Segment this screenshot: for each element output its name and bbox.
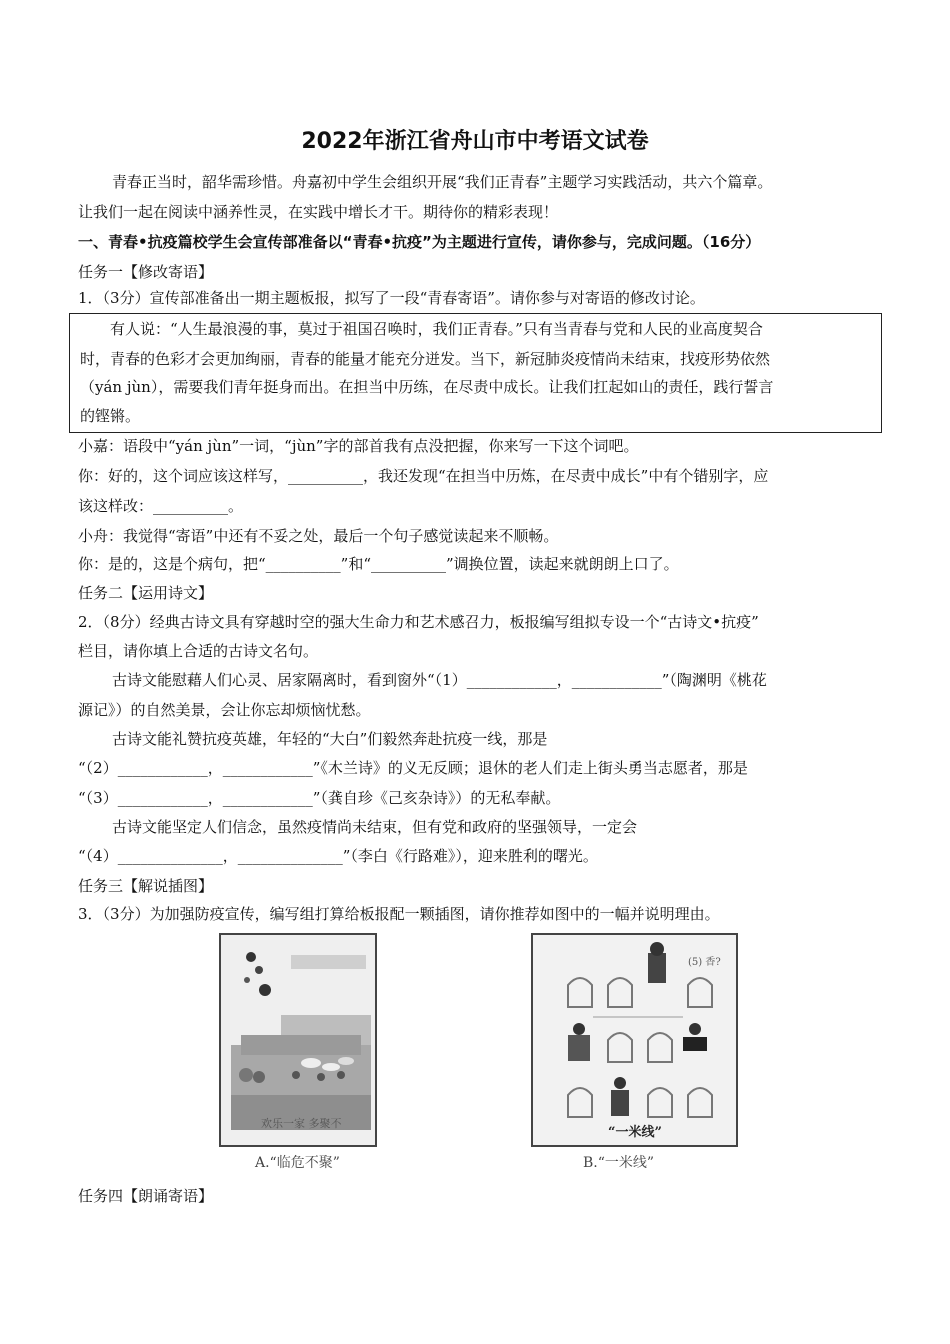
intro-line-1: 青春正当时，韶华需珍惜。舟嘉初中学生会组织开展“我们正青春”主题学习实践活动，共六个篇章。 <box>112 173 773 191</box>
message-line-4: 的铿锵。 <box>80 407 141 425</box>
illustration-a-drawing <box>221 935 375 1145</box>
page-title: 2022年浙江省舟山市中考语文试卷 <box>301 129 649 154</box>
message-line-2: 时，青春的色彩才会更加绚丽，青春的能量才能充分迸发。当下，新冠肺炎疫情尚未结束，找疫形势依然 <box>80 350 771 368</box>
poem-line-7: “（4）______________，______________”（李白《行路难》），迎来胜利的曙光。 <box>78 847 598 865</box>
task-2-heading: 任务二【运用诗文】 <box>78 584 214 602</box>
task-4-heading: 任务四【朗诵寄语】 <box>78 1187 214 1205</box>
question-1: 1．（3分）宣传部准备出一期主题板报，拟写了一段“青春寄语”。请你参与对寄语的修改讨论。 <box>78 289 705 307</box>
task-1-heading: 任务一【修改寄语】 <box>78 263 214 281</box>
poem-line-5: “（3）____________，____________”（龚自珍《己亥杂诗》）的无私奉献。 <box>78 789 561 807</box>
intro-line-2: 让我们一起在阅读中涵养性灵，在实践中增长才干。期待你的精彩表现！ <box>78 203 559 221</box>
illustration-a-caption: A.“临危不聚” <box>255 1155 340 1171</box>
illustration-a-sign: 欢乐一家 多聚不 <box>261 1117 342 1130</box>
task-3-heading: 任务三【解说插图】 <box>78 877 214 895</box>
dialog-line-3: 该这样改：__________。 <box>78 497 244 515</box>
illustration-b-tag: (5) 香? <box>688 957 721 968</box>
illustration-a <box>219 933 377 1147</box>
message-box <box>69 313 882 433</box>
dialog-line-4: 小舟：我觉得“寄语”中还有不妥之处，最后一个句子感觉读起来不顺畅。 <box>78 527 559 545</box>
poem-line-4: “（2）____________，____________”《木兰诗》的义无反顾；退休的老人们走上街头勇当志愿者，那是 <box>78 759 748 777</box>
illustration-b-banner: “一米线” <box>608 1125 662 1140</box>
message-line-1: 有人说：“人生最浪漫的事，莫过于祖国召唤时，我们正青春。”只有当青春与党和人民的业高度契合 <box>110 320 763 338</box>
illustration-b-caption: B.“一米线” <box>583 1155 655 1171</box>
section-heading: 一、青春•抗疫篇校学生会宣传部准备以“青春•抗疫”为主题进行宣传，请你参与，完成问题。（16分） <box>78 233 761 251</box>
question-2-line-1: 2．（8分）经典古诗文具有穿越时空的强大生命力和艺术感召力，板报编写组拟专设一个“古诗文•抗疫” <box>78 613 759 631</box>
dialog-line-1: 小嘉：语段中“yán jùn”一词，“jùn”字的部首我有点没把握，你来写一下这个词吧。 <box>78 437 639 455</box>
question-2-line-2: 栏目，请你填上合适的古诗文名句。 <box>78 642 319 660</box>
poem-line-2: 源记》）的自然美景，会让你忘却烦恼忧愁。 <box>78 701 371 719</box>
poem-line-3: 古诗文能礼赞抗疫英雄，年轻的“大白”们毅然奔赴抗疫一线，那是 <box>112 730 548 748</box>
illustration-b <box>531 933 738 1147</box>
message-line-3: （yán jùn），需要我们青年挺身而出。在担当中历练，在尽责中成长。让我们扛起如山的责任，践行誓言 <box>80 378 774 396</box>
dialog-line-5: 你：是的，这是个病句，把“__________”和“__________”调换位置，读起来就朗朗上口了。 <box>78 555 679 573</box>
question-3: 3．（3分）为加强防疫宣传，编写组打算给板报配一颗插图，请你推荐如图中的一幅并说明理由。 <box>78 905 720 923</box>
poem-line-6: 古诗文能坚定人们信念，虽然疫情尚未结束，但有党和政府的坚强领导，一定会 <box>112 818 638 836</box>
dialog-line-2: 你：好的，这个词应该这样写，__________，我还发现“在担当中历炼，在尽责中成长”中有个错别字，应 <box>78 467 769 485</box>
poem-line-1: 古诗文能慰藉人们心灵、居家隔离时，看到窗外“（1）____________，____________”（陶渊明《桃花 <box>112 671 767 689</box>
